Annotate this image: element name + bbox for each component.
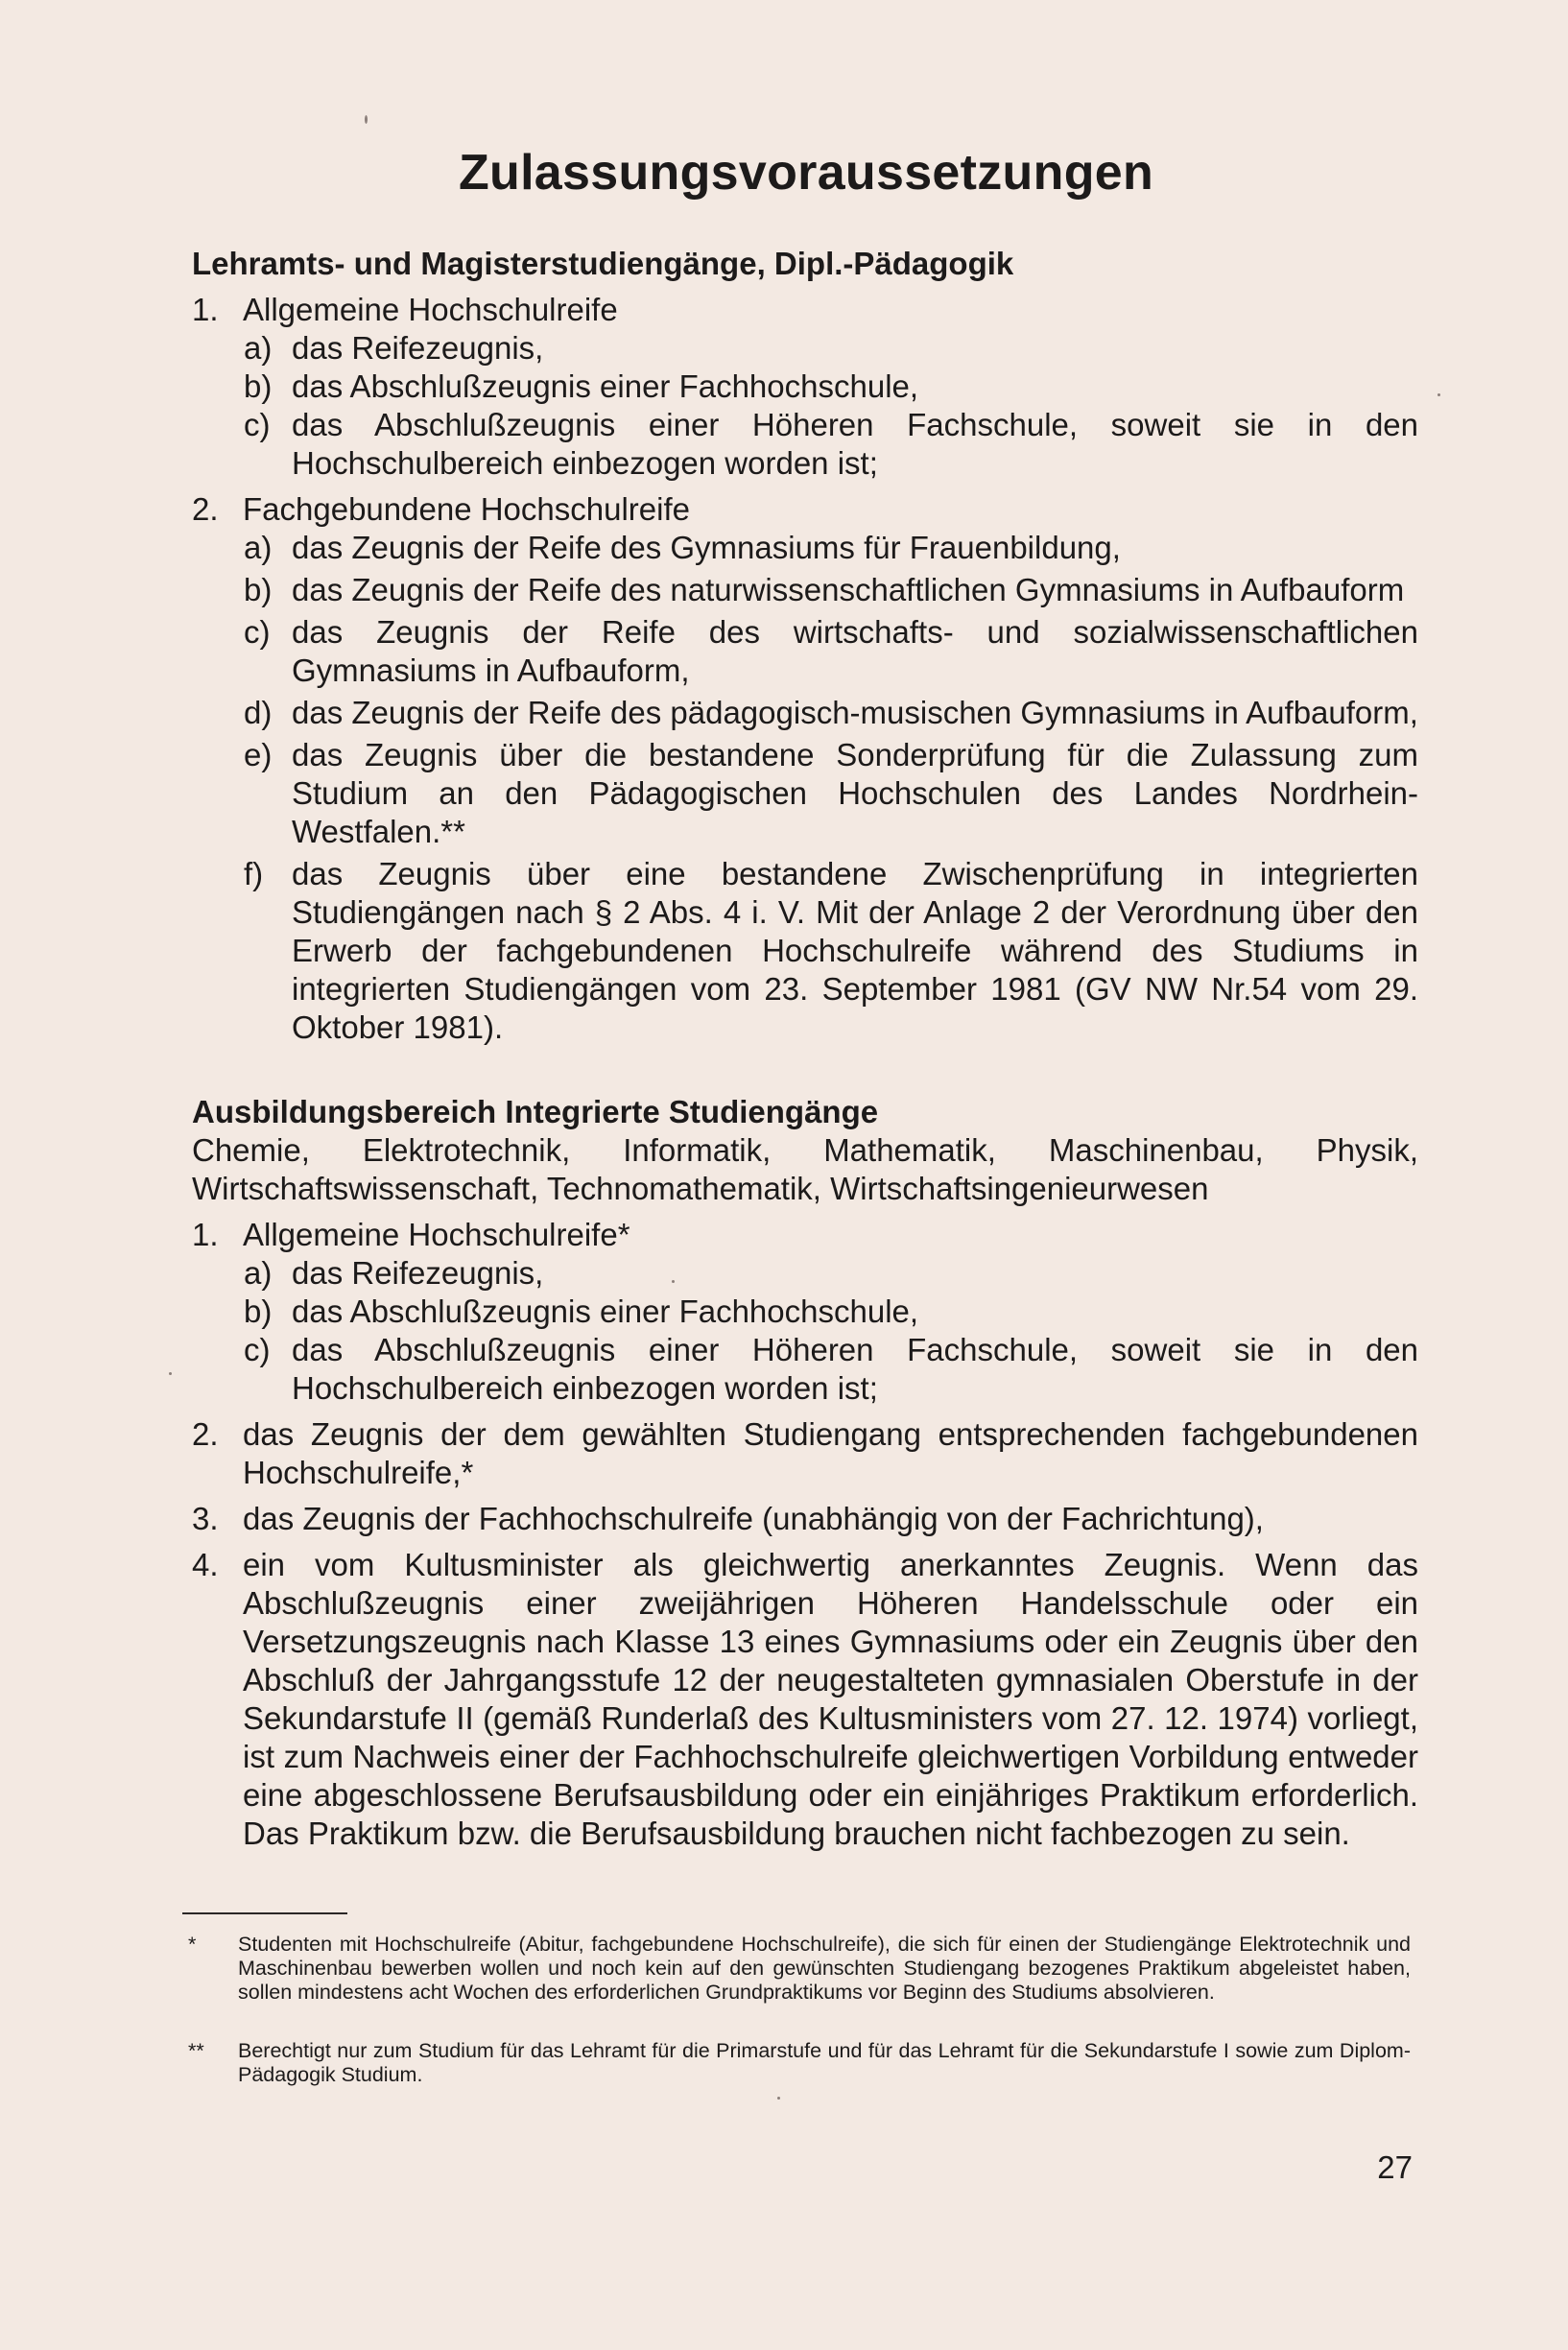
- page-number: 27: [1377, 2149, 1413, 2185]
- sub-label: d): [244, 695, 273, 730]
- sub-label: c): [244, 614, 271, 650]
- paper-speck: [169, 1372, 172, 1375]
- sub-item: [192, 406, 1418, 483]
- sub-label: f): [244, 856, 264, 891]
- sub-label: c): [244, 407, 271, 442]
- sub-label: b): [244, 368, 273, 404]
- footnote: [188, 1933, 1411, 2005]
- sub-item: [192, 613, 1418, 690]
- sub-label: c): [244, 1332, 271, 1367]
- item-number: 2.: [192, 1416, 219, 1452]
- sub-item: [192, 1293, 1418, 1331]
- list-item: [192, 1546, 1418, 1853]
- sub-label: a): [244, 330, 273, 366]
- section-intro: Chemie, Elektrotechnik, Informatik, Mathematik, Maschinenbau, Physik, Wirtschaftswissenschaft, Technomathematik, Wirtschaftsingenieurwesen: [192, 1132, 1418, 1206]
- page-title: Zulassungsvoraussetzungen: [458, 145, 1154, 201]
- sub-label: b): [244, 1294, 273, 1329]
- sub-text: das Zeugnis über die bestandene Sonderprüfung für die Zulassung zum Studium an den Pädagogischen Hochschulen des Landes Nordrhein-Westfalen.**: [292, 737, 1418, 849]
- sub-text: das Abschlußzeugnis einer Höheren Fachschule, soweit sie in den Hochschulbereich einbezogen worden ist;: [292, 1332, 1418, 1406]
- list-item: [192, 1500, 1418, 1538]
- sub-text: das Zeugnis der Reife des Gymnasiums für Frauenbildung,: [292, 530, 1121, 565]
- list-item: [192, 1415, 1418, 1492]
- item-number: 1.: [192, 1217, 219, 1252]
- section-heading: Lehramts- und Magisterstudiengänge, Dipl.-Pädagogik: [192, 246, 1014, 281]
- list-item: [192, 1216, 1418, 1254]
- sub-item: [192, 736, 1418, 851]
- sub-item: [192, 1331, 1418, 1408]
- footnote-divider: [182, 1912, 347, 1914]
- list-item: [192, 291, 1418, 329]
- sub-text: das Abschlußzeugnis einer Höheren Fachschule, soweit sie in den Hochschulbereich einbezogen worden ist;: [292, 407, 1418, 481]
- footnote-text: Berechtigt nur zum Studium für das Lehramt für die Primarstufe und für das Lehramt für die Sekundarstufe I sowie zum Diplom-Pädagogik Studium.: [238, 2039, 1411, 2086]
- document-body: [192, 245, 1418, 1853]
- sub-item: [192, 1254, 1418, 1293]
- sub-text: das Reifezeugnis,: [292, 330, 544, 366]
- sub-item: [192, 855, 1418, 1047]
- paper-speck: [672, 1280, 675, 1283]
- item-number: 2.: [192, 491, 219, 527]
- sub-text: das Zeugnis über eine bestandene Zwischenprüfung in integrierten Studiengängen nach § 2 Abs. 4 i. V. Mit der Anlage 2 der Verordnung über den Erwerb der fachgebundenen Hochschulreife während des Studiums in integrierten Studiengängen vom 23. September 1981 (GV NW Nr.54 vom 29. Oktober 1981).: [292, 856, 1418, 1045]
- sub-label: b): [244, 572, 273, 607]
- paper-speck: [777, 2097, 780, 2100]
- sub-label: e): [244, 737, 273, 772]
- item-label: Allgemeine Hochschulreife*: [243, 1217, 630, 1252]
- section-heading: Ausbildungsbereich Integrierte Studiengänge: [192, 1094, 879, 1129]
- sub-item: [192, 571, 1418, 609]
- sub-label: a): [244, 1255, 273, 1291]
- item-text: das Zeugnis der Fachhochschulreife (unabhängig von der Fachrichtung),: [243, 1501, 1264, 1536]
- item-text: ein vom Kultusminister als gleichwertig anerkanntes Zeugnis. Wenn das Abschlußzeugnis einer zweijährigen Höheren Handelsschule oder ein Versetzungszeugnis nach Klasse 13 eines Gymnasiums oder ein Zeugnis über den Abschluß der Jahrgangsstufe 12 der neugestalteten gymnasialen Oberstufe in der Sekundarstufe II (gemäß Runderlaß des Kultusministers vom 27. 12. 1974) vorliegt, ist zum Nachweis einer der Fachhochschulreife gleichwertigen Vorbildung entweder eine abgeschlossene Berufsausbildung oder ein einjähriges Praktikum erforderlich. Das Praktikum bzw. die Berufsausbildung brauchen nicht fachbezogen zu sein.: [243, 1547, 1418, 1851]
- item-number: 3.: [192, 1501, 219, 1536]
- sub-item: [192, 368, 1418, 406]
- sub-text: das Abschlußzeugnis einer Fachhochschule,: [292, 1294, 919, 1329]
- section-lehramt: [192, 245, 1418, 1047]
- footnote-mark: **: [188, 2039, 204, 2062]
- sub-text: das Zeugnis der Reife des wirtschafts- und sozialwissenschaftlichen Gymnasiums in Aufbauform,: [292, 614, 1418, 688]
- section-integrierte-studiengaenge: [192, 1093, 1418, 1853]
- footnote-text: Studenten mit Hochschulreife (Abitur, fachgebundene Hochschulreife), die sich für einen der Studiengänge Elektrotechnik und Maschinenbau bewerben wollen und noch kein auf den gewünschten Studiengang bezogenes Praktikum abgeleistet haben, sollen mindestens acht Wochen des erforderlichen Grundpraktikums vor Beginn des Studiums absolvieren.: [238, 1933, 1411, 2004]
- sub-label: a): [244, 530, 273, 565]
- item-label: Allgemeine Hochschulreife: [243, 292, 618, 327]
- item-number: 4.: [192, 1547, 219, 1582]
- sub-text: das Abschlußzeugnis einer Fachhochschule,: [292, 368, 919, 404]
- sub-text: das Zeugnis der Reife des naturwissenschaftlichen Gymnasiums in Aufbauform: [292, 572, 1405, 607]
- footnote: [188, 2039, 1411, 2087]
- sub-text: das Reifezeugnis,: [292, 1255, 544, 1291]
- paper-speck: [365, 115, 368, 124]
- sub-item: [192, 329, 1418, 368]
- item-number: 1.: [192, 292, 219, 327]
- sub-item: [192, 529, 1418, 567]
- sub-text: das Zeugnis der Reife des pädagogisch-musischen Gymnasiums in Aufbauform,: [292, 695, 1418, 730]
- sub-item: [192, 694, 1418, 732]
- footnote-mark: *: [188, 1933, 197, 1956]
- item-text: das Zeugnis der dem gewählten Studiengang entsprechenden fachgebundenen Hochschulreife,*: [243, 1416, 1418, 1490]
- paper-speck: [1437, 393, 1440, 396]
- item-label: Fachgebundene Hochschulreife: [243, 491, 690, 527]
- list-item: [192, 490, 1418, 529]
